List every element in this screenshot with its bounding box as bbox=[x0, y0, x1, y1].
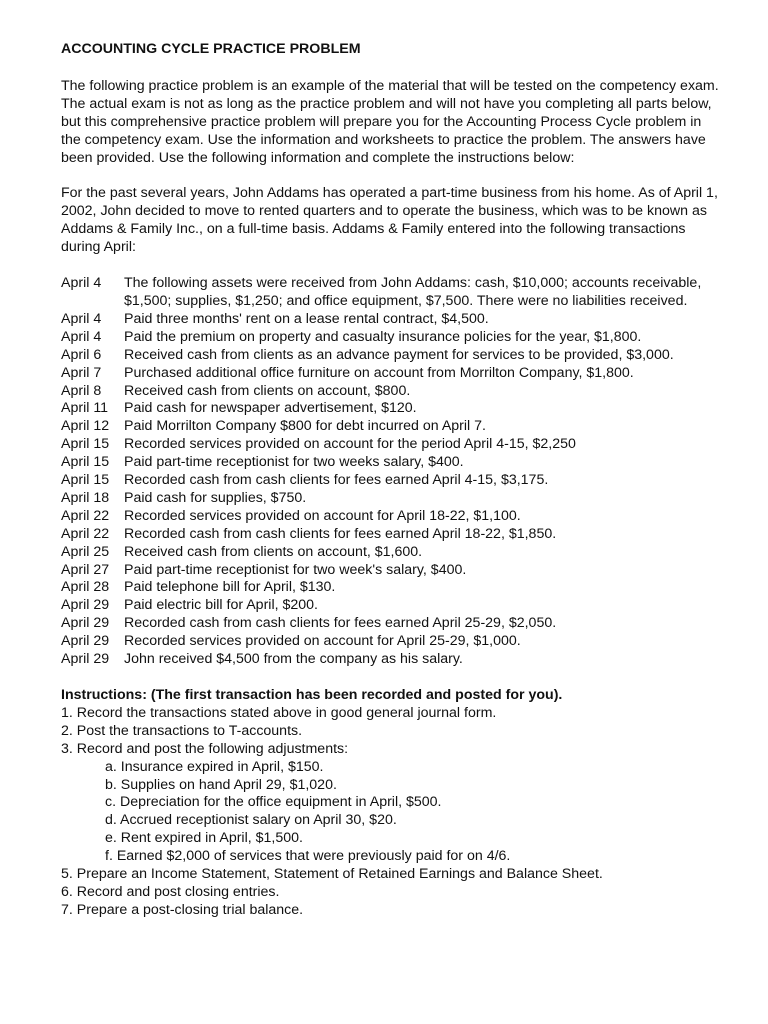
transaction-date: April 11 bbox=[61, 400, 109, 417]
transaction-row bbox=[61, 579, 720, 597]
transaction-description: Received cash from clients as an advance payment for services to be provided, $3,000. bbox=[124, 346, 674, 363]
transaction-date: April 7 bbox=[61, 364, 102, 381]
adjustment-item: a. Insurance expired in April, $150. bbox=[105, 758, 324, 775]
transaction-description: Paid part-time receptionist for two weeks salary, $400. bbox=[124, 454, 464, 471]
transaction-description: Recorded services provided on account for the period April 4-15, $2,250 bbox=[124, 436, 576, 453]
transaction-date: April 4 bbox=[61, 275, 102, 292]
transaction-description: Paid electric bill for April, $200. bbox=[124, 597, 318, 614]
transaction-description: John received $4,500 from the company as his salary. bbox=[124, 651, 463, 668]
transaction-date: April 28 bbox=[61, 579, 110, 596]
instruction-step: 3. Record and post the following adjustments: bbox=[61, 740, 349, 757]
transaction-date: April 6 bbox=[61, 346, 102, 363]
transaction-date: April 29 bbox=[61, 597, 110, 614]
instruction-step: 5. Prepare an Income Statement, Statement of Retained Earnings and Balance Sheet. bbox=[61, 866, 603, 883]
transaction-row bbox=[61, 383, 720, 401]
transaction-description: Recorded services provided on account for April 18-22, $1,100. bbox=[124, 507, 521, 524]
transaction-date: April 27 bbox=[61, 561, 110, 578]
transaction-description: Paid cash for supplies, $750. bbox=[124, 489, 307, 506]
adjustment-item: c. Depreciation for the office equipment in April, $500. bbox=[105, 794, 442, 811]
transaction-row bbox=[61, 597, 720, 615]
transaction-description: Recorded cash from cash clients for fees earned April 18-22, $1,850. bbox=[124, 525, 557, 542]
instruction-step: 2. Post the transactions to T-accounts. bbox=[61, 722, 303, 739]
transaction-date: April 18 bbox=[61, 489, 110, 506]
transaction-date: April 8 bbox=[61, 382, 102, 399]
transaction-row bbox=[61, 526, 720, 544]
transaction-date: April 29 bbox=[61, 633, 110, 650]
transaction-description: Received cash from clients on account, $800. bbox=[124, 382, 411, 399]
transaction-row bbox=[61, 365, 720, 383]
transaction-date: April 22 bbox=[61, 525, 110, 542]
transaction-date: April 4 bbox=[61, 310, 102, 327]
background-paragraph: For the past several years, John Addams has operated a part-time business from his home. As of April 1, 2002, John decided to move to rented quarters and to operate the business, which was to be known as Addams & Family Inc., on a full-time basis. Addams & Family entered into the following transactions during April: bbox=[61, 185, 718, 256]
transaction-date: April 22 bbox=[61, 507, 110, 524]
transaction-row bbox=[61, 615, 720, 633]
instruction-step: 1. Record the transactions stated above in good general journal form. bbox=[61, 704, 497, 721]
transaction-description: Paid cash for newspaper advertisement, $120. bbox=[124, 400, 417, 417]
transaction-date: April 15 bbox=[61, 472, 110, 489]
transaction-row bbox=[61, 633, 720, 651]
adjustment-item: e. Rent expired in April, $1,500. bbox=[105, 830, 303, 847]
transaction-row bbox=[61, 544, 720, 562]
transaction-row bbox=[61, 275, 720, 311]
transaction-row bbox=[61, 651, 720, 669]
instruction-step: 7. Prepare a post-closing trial balance. bbox=[61, 901, 304, 918]
transaction-description: Recorded cash from cash clients for fees earned April 25-29, $2,050. bbox=[124, 615, 557, 632]
transaction-row bbox=[61, 329, 720, 347]
transaction-list bbox=[61, 275, 720, 669]
transaction-date: April 15 bbox=[61, 454, 110, 471]
transaction-description: Recorded services provided on account for April 25-29, $1,000. bbox=[124, 633, 521, 650]
adjustment-item: d. Accrued receptionist salary on April 30, $20. bbox=[105, 812, 397, 829]
transaction-description: Paid part-time receptionist for two week's salary, $400. bbox=[124, 561, 467, 578]
transaction-date: April 15 bbox=[61, 436, 110, 453]
transaction-row bbox=[61, 400, 720, 418]
instruction-step: 6. Record and post closing entries. bbox=[61, 883, 280, 900]
transaction-row bbox=[61, 436, 720, 454]
adjustment-item: b. Supplies on hand April 29, $1,020. bbox=[105, 776, 337, 793]
transaction-row bbox=[61, 347, 720, 365]
intro-paragraph: The following practice problem is an example of the material that will be tested on the competency exam. The actual exam is not as long as the practice problem and will not have you completing all parts below, but this comprehensive practice problem will prepare you for the Accounting Process Cycle problem in the competency exam. Use the information and worksheets to practice the problem. The answers have been provided. Use the following information and complete the instructions below: bbox=[61, 77, 719, 166]
transaction-date: April 25 bbox=[61, 543, 110, 560]
transaction-row bbox=[61, 508, 720, 526]
transaction-description: Paid three months' rent on a lease rental contract, $4,500. bbox=[124, 310, 489, 327]
transaction-description: Paid telephone bill for April, $130. bbox=[124, 579, 336, 596]
transaction-description: Paid Morrilton Company $800 for debt incurred on April 7. bbox=[124, 418, 486, 435]
instructions-heading: Instructions: (The first transaction has been recorded and posted for you). bbox=[61, 687, 563, 703]
transaction-description: Paid the premium on property and casualty insurance policies for the year, $1,800. bbox=[124, 328, 642, 345]
transaction-row bbox=[61, 472, 720, 490]
transaction-row bbox=[61, 311, 720, 329]
transaction-date: April 29 bbox=[61, 615, 110, 632]
adjustment-list bbox=[61, 759, 720, 866]
transaction-row bbox=[61, 418, 720, 436]
transaction-description: Purchased additional office furniture on account from Morrilton Company, $1,800. bbox=[124, 364, 634, 381]
transaction-row bbox=[61, 490, 720, 508]
transaction-date: April 29 bbox=[61, 651, 110, 668]
transaction-row bbox=[61, 454, 720, 472]
transaction-description: The following assets were received from John Addams: cash, $10,000; accounts receivable, $1,500; supplies, $1,250; and office equipment, $7,500. There were no liabilities received. bbox=[124, 275, 702, 309]
document-title: ACCOUNTING CYCLE PRACTICE PROBLEM bbox=[61, 41, 361, 57]
instructions-section bbox=[61, 687, 720, 920]
transaction-date: April 4 bbox=[61, 328, 102, 345]
transaction-row bbox=[61, 562, 720, 580]
transaction-description: Received cash from clients on account, $1,600. bbox=[124, 543, 423, 560]
transaction-description: Recorded cash from cash clients for fees earned April 4-15, $3,175. bbox=[124, 472, 549, 489]
transaction-date: April 12 bbox=[61, 418, 110, 435]
adjustment-item: f. Earned $2,000 of services that were previously paid for on 4/6. bbox=[105, 848, 511, 865]
